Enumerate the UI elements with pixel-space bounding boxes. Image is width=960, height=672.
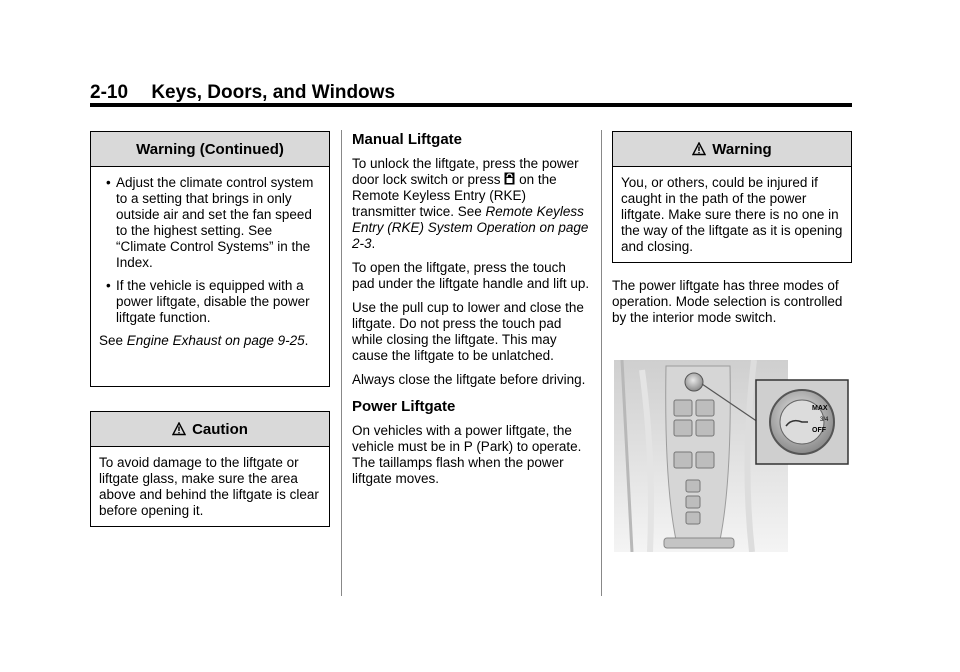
warning-text: You, or others, could be injured if caught in the path of the power liftgate. Make sure there is no one in the way of the liftgate as it is opening and closing. (621, 175, 843, 254)
liftgate-mode-switch-photo (614, 360, 850, 552)
caution-text: To avoid damage to the liftgate or liftgate glass, make sure the area above and behind the liftgate is clear before opening it. (99, 455, 319, 518)
reference-link[interactable]: Remote Keyless Entry (RKE) System Operation on page 2‑3 (352, 204, 589, 251)
warning-box (612, 131, 852, 263)
reference-link[interactable]: Engine Exhaust on page 9‑25 (126, 333, 305, 348)
caution-box (90, 411, 330, 527)
warning-continued-title: Warning (Continued) (91, 132, 329, 167)
paragraph: Always close the liftgate before driving. (352, 372, 586, 387)
list-item: • If the vehicle is equipped with a power liftgate, disable the power liftgate function. (99, 278, 321, 326)
page-header (90, 82, 395, 104)
warning-triangle-icon (172, 422, 186, 436)
knob-label-off: OFF (812, 427, 826, 434)
header-rule (90, 103, 852, 107)
see-reference: See Engine Exhaust on page 9‑25. (99, 333, 309, 348)
warning-continued-body (91, 167, 329, 357)
manual-liftgate-heading: Manual Liftgate (352, 131, 463, 148)
power-liftgate-heading: Power Liftgate (352, 398, 456, 415)
warning-triangle-icon (692, 142, 706, 156)
section-title: Keys, Doors, and Windows (151, 82, 396, 103)
middle-column (352, 131, 590, 495)
knob-label-three-quarter: 3/4 (820, 417, 829, 423)
warning-title: Warning (712, 140, 772, 158)
list-item: • Adjust the climate control system to a setting that brings in only outside air and set the fan speed to the highest setting. See “Climate Control Systems” in the Index. (99, 175, 321, 271)
column-divider (601, 130, 602, 596)
paragraph: Use the pull cup to lower and close the liftgate. Do not press the touch pad while closing the liftgate. This may cause the liftgate to be unlatched. (352, 300, 584, 363)
warning-title-bar (613, 132, 851, 167)
knob-label-max: MAX (812, 405, 828, 412)
manual-liftgate-unlock-paragraph: To unlock the liftgate, press the power door lock switch or press on the Remote Keyless Entry (RKE) transmitter twice. See Remote Keyless Entry (RKE) System Operation on page 2‑3. (352, 156, 589, 251)
modes-paragraph: The power liftgate has three modes of operation. Mode selection is controlled by the interior mode switch. (612, 278, 843, 325)
paragraph: To open the liftgate, press the touch pad under the liftgate handle and lift up. (352, 260, 590, 291)
warning-continued-box (90, 131, 330, 387)
key-fob-unlock-icon (504, 172, 515, 185)
caution-title-bar (91, 412, 329, 447)
column-divider (341, 130, 342, 596)
caution-title: Caution (192, 420, 248, 438)
paragraph: On vehicles with a power liftgate, the vehicle must be in P (Park) to operate. The taillamps flash when the power liftgate moves. (352, 423, 582, 486)
page-number: 2-10 (90, 82, 129, 103)
